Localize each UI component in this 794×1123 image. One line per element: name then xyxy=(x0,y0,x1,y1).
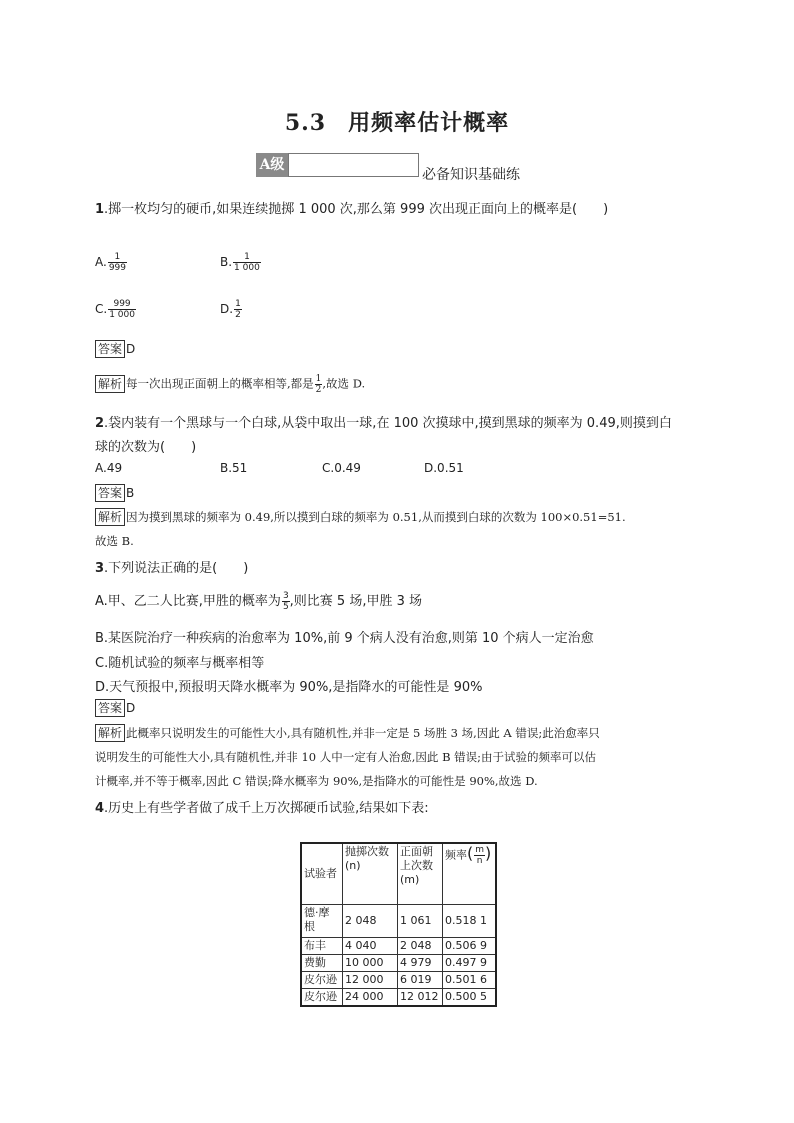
answer-1 xyxy=(95,340,135,358)
answer-3 xyxy=(95,699,135,717)
option-b: B.51 xyxy=(220,461,248,475)
analysis-label: 解析 xyxy=(95,724,125,742)
answer-label: 答案 xyxy=(95,699,125,717)
question-4: 4.历史上有些学者做了成千上万次掷硬币试验,结果如下表: xyxy=(95,801,429,816)
option-c: C.0.49 xyxy=(322,461,361,475)
section-number: 5.3 xyxy=(284,110,327,136)
question-number: 2 xyxy=(95,416,105,431)
fraction: $\frac{1}{2}$ xyxy=(315,374,322,395)
option-c: C. $\frac{999}{1 000}$ xyxy=(95,299,135,320)
analysis-2-line2: 故选 B. xyxy=(95,534,134,548)
header-cell: 频率( $\frac{m}{n}$ ) xyxy=(443,843,497,905)
level-heading: 必备知识基础练 xyxy=(422,167,520,183)
option-a: A.49 xyxy=(95,461,123,475)
question-1 xyxy=(95,198,608,217)
question-number: 3 xyxy=(95,561,105,576)
fraction: $\frac{3}{5}$ xyxy=(282,591,289,612)
answer-2 xyxy=(95,484,134,502)
option-c: C.随机试验的频率与概率相等 xyxy=(95,656,265,671)
option-d: D.天气预报中,预报明天降水概率为 90%,是指降水的可能性是 90% xyxy=(95,680,483,695)
analysis-2: 解析 因为摸到黑球的频率为 0.49,所以摸到白球的频率为 0.51,从而摸到白球的次数为 100×0.51=51. xyxy=(95,508,626,526)
answer-value: D xyxy=(126,342,136,356)
analysis-label: 解析 xyxy=(95,508,125,526)
option-d: D. $\frac{1}{2}$ xyxy=(220,299,241,320)
level-badge: A级 xyxy=(256,153,288,177)
table-row: 费勤 10 000 4 979 0.497 9 xyxy=(301,955,496,972)
fraction: $\frac{999}{1 000}$ xyxy=(109,299,135,320)
header-cell: 正面朝上次数(m) xyxy=(398,843,443,905)
table-row: 皮尔逊 12 000 6 019 0.501 6 xyxy=(301,972,496,989)
option-a: A. $\frac{1}{999}$ xyxy=(95,252,126,273)
fraction: $\frac{1}{999}$ xyxy=(108,252,126,273)
header-cell: 抛掷次数(n) xyxy=(343,843,398,905)
question-number: 1 xyxy=(95,202,105,217)
answer-label: 答案 xyxy=(95,484,125,502)
option-b: B. $\frac{1}{1 000}$ xyxy=(220,252,260,273)
option-d: D.0.51 xyxy=(424,461,464,475)
level-blank-box xyxy=(288,153,419,177)
table-row: 皮尔逊 24 000 12 012 0.500 5 xyxy=(301,989,496,1007)
question-2-line2: 球的次数为( ) xyxy=(95,440,197,455)
analysis-1: 解析 每一次出现正面朝上的概率相等,都是 $\frac{1}{2}$ ,故选 D. xyxy=(95,374,365,395)
section-title: 用频率估计概率 xyxy=(348,110,510,136)
question-3: 3.下列说法正确的是( ) xyxy=(95,561,249,576)
answer-value: B xyxy=(126,486,135,500)
question-2: 2.袋内装有一个黑球与一个白球,从袋中取出一球,在 100 次摸球中,摸到黑球的频率为 0.49,则摸到白 xyxy=(95,416,672,431)
table-row: 德·摩根 2 048 1 061 0.518 1 xyxy=(301,905,496,938)
analysis-label: 解析 xyxy=(95,375,125,393)
analysis-3: 解析 此概率只说明发生的可能性大小,具有随机性,并非一定是 5 场胜 3 场,因此 A 错误;此治愈率只 xyxy=(95,724,600,742)
page-title xyxy=(0,106,794,137)
results-table xyxy=(300,842,497,1007)
answer-label: 答案 xyxy=(95,340,125,358)
question-number: 4 xyxy=(95,801,105,816)
analysis-3-line2: 说明发生的可能性大小,具有随机性,并非 10 人中一定有人治愈,因此 B 错误;由于试验的频率可以估 xyxy=(95,750,597,764)
answer-value: D xyxy=(126,701,136,715)
option-b: B.某医院治疗一种疾病的治愈率为 10%,前 9 个病人没有治愈,则第 10 个病人一定治愈 xyxy=(95,631,594,646)
option-a: A.甲、乙二人比赛,甲胜的概率为 $\frac{3}{5}$ ,则比赛 5 场,甲胜 3 场 xyxy=(95,591,423,612)
question-text: .掷一枚均匀的硬币,如果连续抛掷 1 000 次,那么第 999 次出现正面向上的概率是( ) xyxy=(104,202,609,217)
table-header-row xyxy=(301,843,496,905)
header-cell: 试验者 xyxy=(301,843,343,905)
analysis-3-line3: 计概率,并不等于概率,因此 C 错误;降水概率为 90%,是指降水的可能性是 90%,故选 D. xyxy=(95,774,538,788)
fraction: $\frac{1}{2}$ xyxy=(235,299,241,320)
fraction: $\frac{1}{1 000}$ xyxy=(234,252,260,273)
table-row: 布丰 4 040 2 048 0.506 9 xyxy=(301,938,496,955)
fraction: $\frac{m}{n}$ xyxy=(475,845,485,866)
